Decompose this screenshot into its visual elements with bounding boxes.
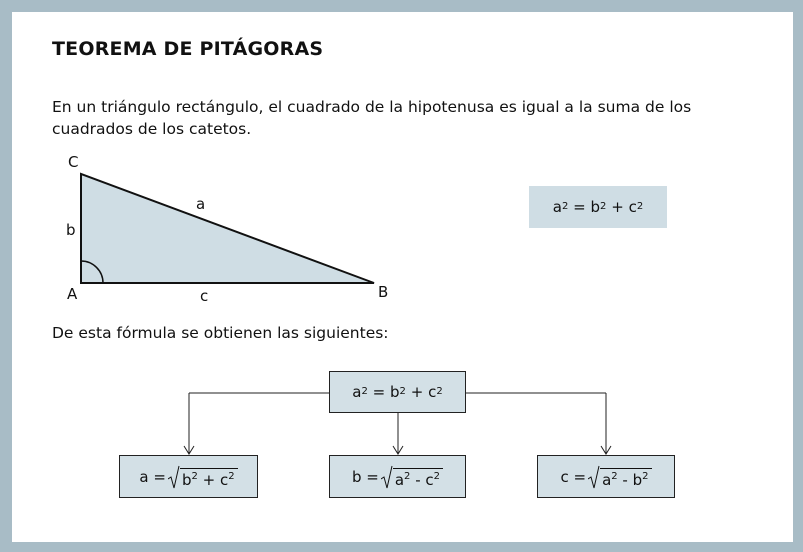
formula-solve-a [119, 455, 258, 498]
formula-term: c [628, 198, 637, 216]
equals-sign: = [153, 467, 166, 486]
radical-sign-icon [588, 465, 600, 489]
formula-term: c [560, 467, 569, 486]
plus-sign: + [611, 198, 624, 216]
side-label-c: c [200, 287, 209, 305]
formula-term: b [351, 467, 362, 486]
main-formula: a 2 = b 2 + c 2 [529, 186, 667, 228]
formula-term: b [181, 470, 192, 489]
radicand [600, 468, 651, 489]
formula-term: c [219, 470, 229, 489]
operator: + [202, 470, 216, 489]
formula-term: b [590, 198, 601, 216]
formula-term: b [390, 383, 400, 401]
exponent: 2 [191, 470, 198, 482]
intro-text: En un triángulo rectángulo, el cuadrado de la hipotenusa es igual a la suma de los cuadrados de los catetos. [52, 98, 692, 138]
exponent: 2 [642, 470, 649, 482]
equals-sign: = [573, 198, 586, 216]
radical-sign-icon [168, 465, 180, 489]
formula-term: a [352, 383, 362, 401]
formula-term: a [602, 470, 612, 489]
square-root [381, 465, 443, 489]
formula-term: b [632, 470, 643, 489]
formula-term: a [394, 470, 405, 489]
equals-sign: = [372, 383, 386, 401]
content-card [12, 12, 793, 542]
exponent: 2 [228, 470, 235, 482]
radicand [180, 468, 238, 489]
exponent: 2 [611, 470, 618, 482]
formula-term: c [428, 383, 437, 401]
formula-term: c [425, 470, 434, 489]
operator: - [415, 470, 421, 489]
formula-solve-c [537, 455, 675, 498]
vertex-label-b: B [378, 283, 389, 301]
square-root [168, 465, 238, 489]
side-label-a: a [196, 195, 206, 213]
square-root [588, 465, 651, 489]
lead-text: De esta fórmula se obtienen las siguientes: [52, 324, 389, 342]
plus-sign: + [410, 383, 424, 401]
equals-sign: = [366, 467, 379, 486]
radicand [393, 468, 443, 489]
flow-top-formula: a 2 = b 2 + c 2 [329, 371, 466, 413]
exponent: 2 [404, 470, 411, 482]
formula-solve-b [329, 455, 466, 498]
exponent: 2 [433, 470, 441, 482]
formula-term: a [552, 198, 562, 216]
formula-term: a [139, 467, 149, 486]
vertex-label-a: A [67, 285, 78, 303]
page-title: TEOREMA DE PITÁGORAS [52, 38, 324, 60]
equals-sign: = [573, 467, 587, 486]
vertex-label-c: C [68, 153, 79, 171]
operator: - [622, 470, 628, 489]
side-label-b: b [66, 221, 76, 239]
radical-sign-icon [381, 465, 393, 489]
